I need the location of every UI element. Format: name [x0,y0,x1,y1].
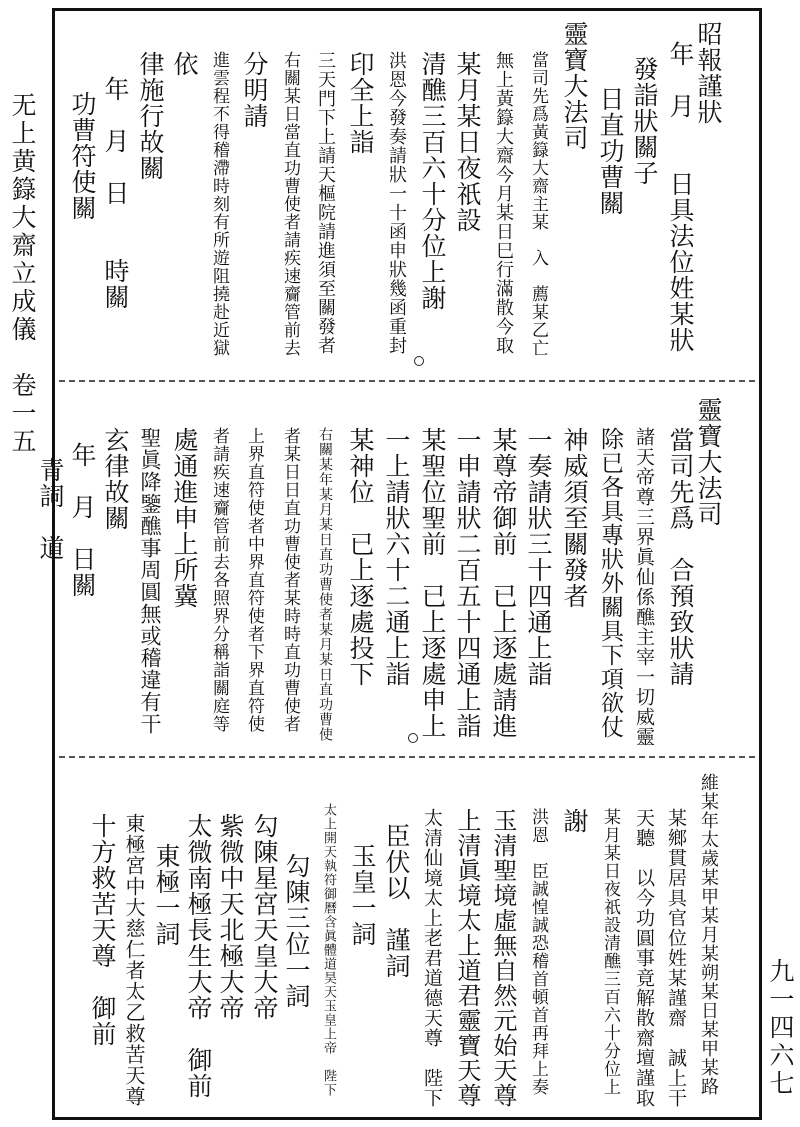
text-column: 三天門下上請天樞院請進須至關發者 [315,51,336,355]
text-column: 上清眞境太上道君靈寶天尊 [453,808,481,1108]
text-column: 玉皇一詞 [348,843,377,947]
punctuation-circle [414,356,424,366]
text-column: 年 月 日 時關 [101,76,130,310]
text-column: 勾陳三位一詞 [282,853,311,1009]
text-column: 無上黃籙大齋今月某日巳行滿散今取 [493,51,514,355]
text-column: 某聖位聖前 已上逐處申上 [418,427,447,739]
text-column: 某月某日夜祇設 [453,51,482,233]
text-column: 十方救苦天尊 御前 [88,813,117,1047]
text-column: 年 月 日關 [68,442,97,598]
text-column: 某鄉貫居具官位姓某謹齋 誠上干 [665,808,687,1108]
text-column: 某神位 已上逐處投下 [346,427,375,687]
text-column: 某尊帝御前 已上逐處請進 [489,427,518,739]
text-column: 右關某年某月某日直功曹使者某月某日直功曹使 [317,427,333,742]
text-column: 聖眞降鑒醮事周圓無或稽違有干 [138,427,162,735]
text-column: 勾陳星宮天皇大帝 [250,813,279,1021]
text-column: 依 [170,51,199,77]
text-column: 洪恩 臣誠惶誠恐稽首頓首再拜上奏 [528,808,548,1096]
text-column: 律施行故關 [136,51,165,181]
text-column: 玉清聖境虛無自然元始天尊 [489,808,517,1108]
text-column: 神威須至關發者 [560,427,589,609]
text-column: 發詣狀關子 [630,56,659,186]
text-column: 上界直符使者中界直符使者下界直符使 [244,427,264,733]
text-column: 東極一詞 [152,843,181,947]
text-column: 當司先爲黃籙大齋主某 入 薦某乙亡 [528,51,548,357]
text-column: 謝 [560,808,589,834]
text-column: 一申請狀二百五十四通上詣 [453,427,482,739]
section-divider [59,380,755,382]
text-column: 諸天帝尊三界眞仙係醮主宰一切威靈 [633,427,655,747]
text-column: 天聽 以今功圓事竟解散齋壇謹取 [633,808,655,1108]
text-column: 玄律故關 [101,427,130,531]
text-column: 臣伏以 謹詞 [382,823,411,979]
text-column: 一上請狀六十二通上詣 [382,427,411,687]
text-column: 印全上詣 [346,51,375,155]
margin-page-number: 九一四六七 [766,958,795,1098]
text-column: 功曹符使關 [68,91,97,221]
text-column: 某月某日夜祇設清醮三百六十分位上 [600,808,620,1096]
text-column: 昭報謹狀 [694,21,723,125]
section-top [55,11,759,373]
section-bottom [55,763,759,1115]
text-column: 太上開天執符御曆含眞體道昊天玉皇上帝 陛下 [321,803,336,1097]
text-column: 當司先爲 合預致狀請 [666,427,695,687]
text-column: 東極宮中大慈仁者太乙救苦天尊 [122,813,146,1107]
section-middle [36,387,759,751]
margin-book-title: 无上黄籙大齋立成儀 卷一五 [8,92,37,456]
text-column: 太清仙境太上老君道德天尊 陛下 [421,808,443,1108]
text-column: 維某年太歲某甲某月某朔某日某甲某路 [698,773,719,1096]
punctuation-circle [408,733,418,743]
text-column: 進雲程不得稽滯時刻有所遊阻撓赴近獄 [209,51,229,357]
text-column: 分明請 [240,51,269,129]
text-column: 洪恩今發奏請狀一十函申狀幾函重封 [386,51,407,355]
section-divider [59,756,755,758]
text-column: 者請疾速齎管前去各照界分稱詣關庭等 [209,427,229,733]
text-column: 除已各具專狀外關具下項欲仗 [597,427,623,739]
text-column: 太微南極長生大帝 御前 [184,813,213,1099]
text-column: 日直功曹關 [596,86,625,216]
text-column: 右關某日當直功曹使者請疾速齎管前去 [280,51,300,357]
text-column: 年 月 日具法位姓某狀 [666,41,695,353]
text-column: 靈寶大法司 [694,397,723,527]
text-column: 處通進申上所冀 [170,427,199,609]
text-column: 者某日日直功曹使者某時時直功曹使者 [280,427,300,733]
text-column: 靈寶大法司 [560,21,589,151]
text-column: 一奏請狀三十四通上詣 [524,427,553,687]
scripture-page [36,8,762,1120]
text-column: 清醮三百六十分位上謝 [418,51,447,311]
text-column: 紫微中天北極大帝 [216,813,245,1021]
text-column: 青詞 道 [36,457,65,561]
